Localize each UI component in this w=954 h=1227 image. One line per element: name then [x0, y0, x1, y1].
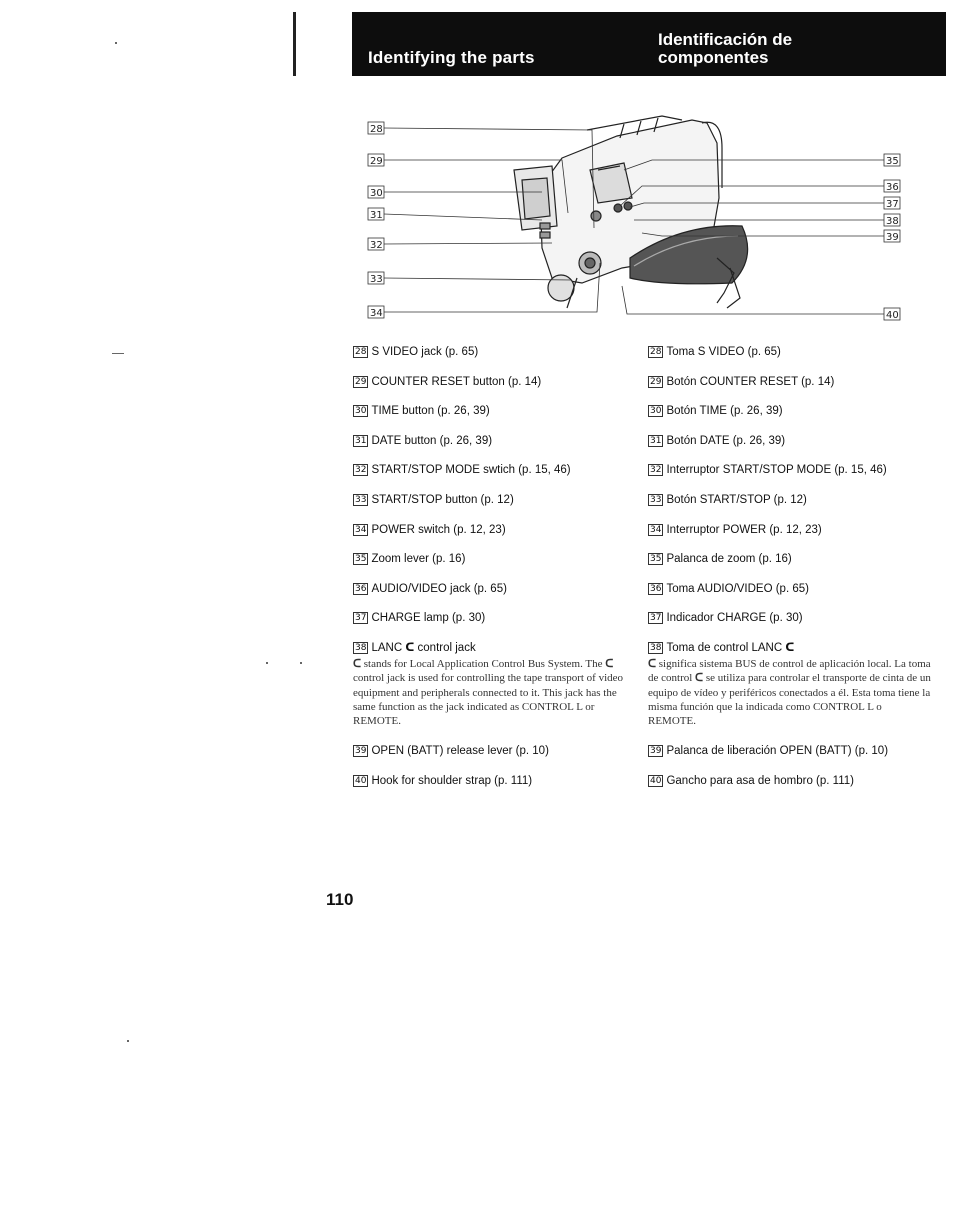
item-description [648, 657, 932, 728]
header-title-es [658, 31, 792, 67]
item-number: 38 [355, 642, 367, 653]
callout-36-text: 36 [886, 182, 899, 193]
item-description-text: se utiliza para controlar el transporte de cinta de un equipo de vídeo y periféricos conectados a él. Esta toma tiene la misma función que la indicada como CONTROL L o REMOTE. [648, 672, 931, 728]
item-number: 36 [650, 583, 662, 594]
item-label: S VIDEO jack (p. 65) [371, 346, 479, 358]
list-item [648, 463, 948, 478]
item-label: Botón COUNTER RESET (p. 14) [666, 375, 835, 388]
callout-40 [884, 308, 900, 321]
item-number: 40 [355, 776, 367, 787]
callout-39-text: 39 [886, 232, 899, 243]
item-label: LANC [371, 641, 403, 654]
item-number: 37 [355, 613, 367, 624]
item-number: 29 [355, 376, 367, 387]
item-number: 32 [650, 465, 662, 476]
item-number: 32 [355, 465, 367, 476]
item-number: 28 [355, 347, 367, 357]
item-label: START/STOP MODE swtich (p. 15, 46) [371, 464, 571, 477]
item-description [353, 657, 628, 728]
list-item [648, 523, 948, 538]
list-item [353, 552, 643, 567]
item-number: 33 [650, 494, 662, 505]
item-label: START/STOP button (p. 12) [371, 493, 514, 506]
scan-speck [115, 42, 117, 44]
list-item [353, 523, 643, 538]
header-title-en: Identifying the parts [368, 48, 535, 67]
item-label: Toma de control LANC [666, 641, 783, 654]
list-item [648, 404, 948, 419]
item-number: 30 [650, 406, 662, 417]
item-label: Hook for shoulder strap (p. 111) [371, 775, 533, 788]
callout-35-text: 35 [886, 156, 899, 167]
item-number: 34 [355, 524, 367, 535]
list-item [353, 774, 643, 789]
item-label: Indicador CHARGE (p. 30) [666, 612, 803, 625]
item-number: 28 [650, 347, 662, 357]
list-item [353, 611, 643, 626]
list-item-lanc [353, 641, 643, 728]
callout-30-text: 30 [370, 188, 383, 199]
item-number: 31 [355, 435, 367, 446]
item-label: OPEN (BATT) release lever (p. 10) [371, 745, 549, 758]
callout-32-text: 32 [370, 240, 383, 251]
list-item [353, 375, 643, 390]
list-item [353, 582, 643, 597]
item-number: 40 [650, 776, 662, 787]
list-item [648, 345, 948, 360]
parts-list-en [353, 345, 643, 804]
item-number: 31 [650, 435, 662, 446]
list-item [648, 552, 948, 567]
scan-speck [127, 1040, 129, 1042]
item-label: CHARGE lamp (p. 30) [371, 612, 486, 625]
list-item [648, 375, 948, 390]
item-label: Botón START/STOP (p. 12) [666, 493, 807, 506]
item-number: 33 [355, 494, 367, 505]
parts-list-es [648, 345, 948, 804]
item-label: Gancho para asa de hombro (p. 111) [666, 775, 854, 788]
callout-33-text: 33 [370, 274, 383, 285]
list-item [648, 434, 948, 449]
item-label: Interruptor POWER (p. 12, 23) [666, 523, 822, 536]
item-label: Botón TIME (p. 26, 39) [666, 405, 783, 418]
item-label: TIME button (p. 26, 39) [371, 405, 490, 418]
callout-labels-right [884, 154, 900, 321]
callout-30 [368, 186, 384, 199]
list-item [353, 434, 643, 449]
binding-mark [293, 12, 296, 76]
item-label: Palanca de liberación OPEN (BATT) (p. 10) [666, 745, 889, 758]
lanc-icon: ᑕ [605, 657, 614, 670]
callout-29-text: 29 [370, 156, 383, 167]
lanc-icon: ᑕ [648, 657, 657, 670]
item-label: Botón DATE (p. 26, 39) [666, 434, 786, 447]
item-description-text: significa sistema BUS de control de aplicación local. La toma de control [648, 657, 931, 685]
callout-36 [884, 180, 900, 193]
callout-37 [884, 197, 900, 210]
item-label: Palanca de zoom (p. 16) [666, 553, 792, 566]
list-item [353, 404, 643, 419]
item-number: 29 [650, 376, 662, 387]
item-label: DATE button (p. 26, 39) [371, 434, 493, 447]
item-number: 34 [650, 524, 662, 535]
scan-speck [112, 353, 124, 354]
item-number: 30 [355, 406, 367, 417]
item-label: POWER switch (p. 12, 23) [371, 523, 506, 536]
item-label-suffix: control jack [417, 641, 476, 654]
item-label: Toma AUDIO/VIDEO (p. 65) [666, 582, 809, 595]
item-number: 39 [650, 746, 662, 757]
item-description-text: stands for Local Application Control Bus System. The [363, 657, 603, 670]
list-item [353, 463, 643, 478]
header-title-es-line2: componentes [658, 48, 769, 67]
callout-40-text: 40 [886, 310, 899, 321]
list-item [353, 345, 643, 360]
scan-speck [266, 662, 268, 664]
callout-35 [884, 154, 900, 167]
item-label: Zoom lever (p. 16) [371, 553, 466, 566]
list-item [648, 611, 948, 626]
header-title-es-line1: Identificación de [658, 30, 793, 49]
item-number: 35 [355, 554, 367, 565]
callout-32 [368, 238, 384, 251]
callout-29 [368, 154, 384, 167]
list-item [353, 744, 643, 759]
item-label: Interruptor START/STOP MODE (p. 15, 46) [666, 464, 887, 477]
callout-31 [368, 208, 384, 221]
scan-speck [300, 662, 302, 664]
callout-39 [884, 230, 900, 243]
camcorder-illustration [514, 116, 748, 308]
item-number: 39 [355, 746, 367, 757]
item-number: 35 [650, 554, 662, 565]
callout-28 [368, 122, 384, 135]
list-item [648, 582, 948, 597]
callout-34 [368, 306, 384, 319]
item-label: COUNTER RESET button (p. 14) [371, 375, 542, 388]
list-item [648, 744, 948, 759]
list-item [648, 774, 948, 789]
callout-38 [884, 214, 900, 227]
callout-38-text: 38 [886, 216, 899, 227]
list-item [353, 493, 643, 508]
list-item [648, 493, 948, 508]
lanc-icon: ᑕ [353, 657, 362, 670]
callout-31-text: 31 [370, 210, 383, 221]
list-item-lanc [648, 641, 948, 728]
lanc-icon: ᑕ [695, 672, 704, 685]
callout-33 [368, 272, 384, 285]
callout-28-text: 28 [370, 124, 383, 135]
page-number: 110 [326, 890, 354, 909]
camcorder-diagram [362, 108, 907, 328]
item-number: 38 [650, 642, 662, 653]
item-number: 37 [650, 613, 662, 624]
lanc-icon: ᑕ [785, 641, 795, 654]
callout-labels-left [368, 122, 384, 319]
callout-37-text: 37 [886, 199, 899, 210]
lanc-icon: ᑕ [405, 641, 415, 654]
item-label: AUDIO/VIDEO jack (p. 65) [371, 582, 507, 595]
item-label: Toma S VIDEO (p. 65) [666, 346, 781, 358]
item-description-text: control jack is used for controlling the tape transport of video equipment and peripherals connected to it. This jack has the same function as the jack indicated as CONTROL L or REMOTE. [353, 672, 624, 728]
item-number: 36 [355, 583, 367, 594]
section-header [352, 12, 946, 76]
callout-34-text: 34 [370, 308, 383, 319]
